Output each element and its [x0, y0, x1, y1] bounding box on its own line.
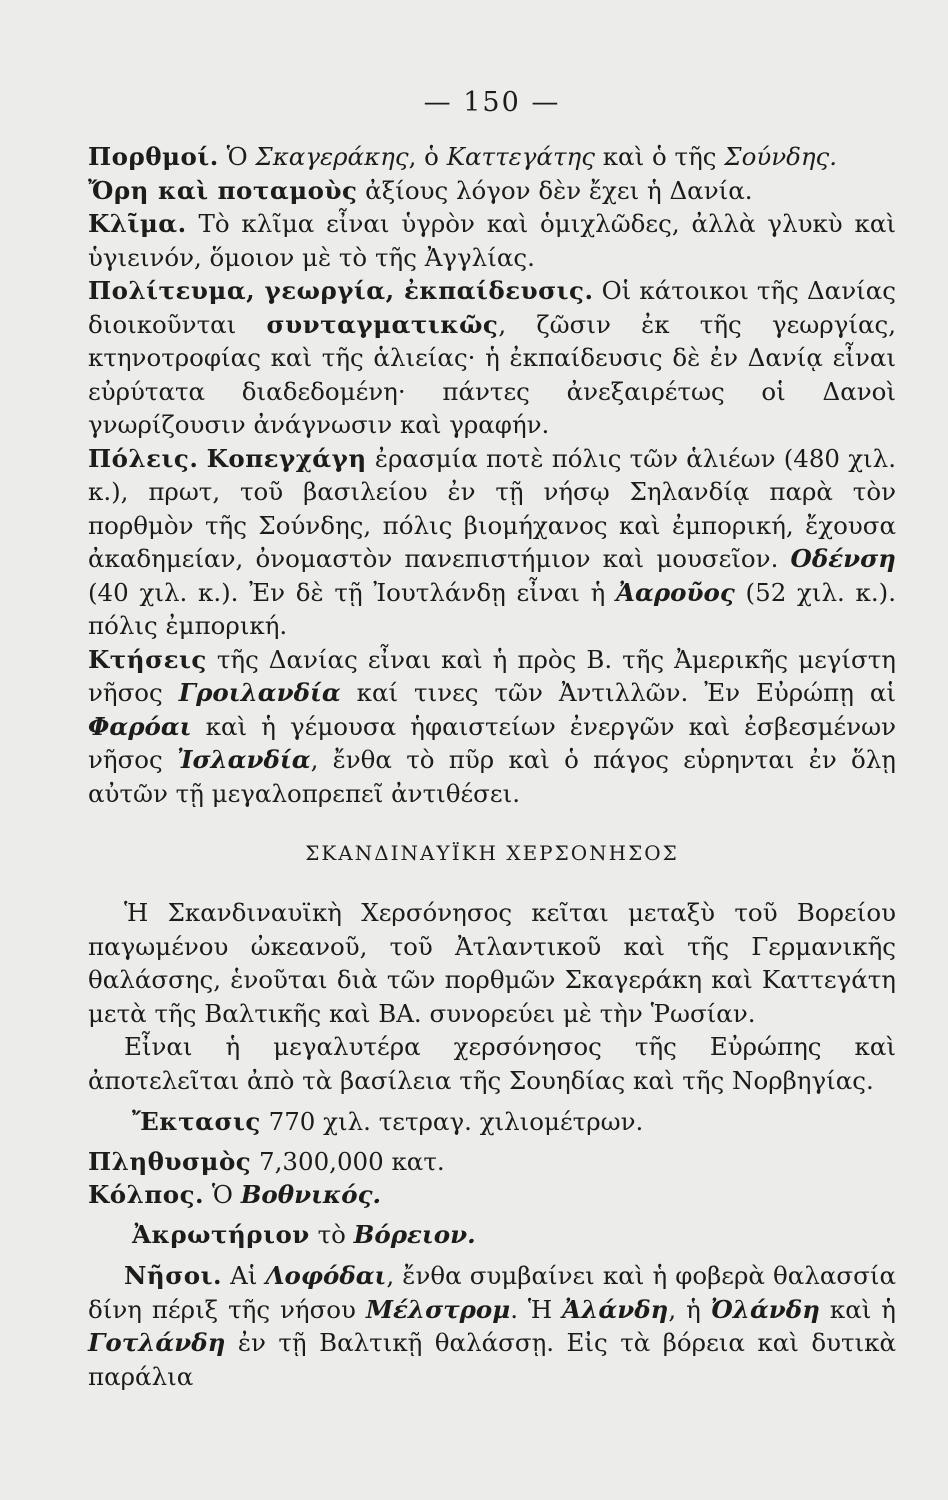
text: Τὸ κλῖμα εἶναι ὑγρὸν καὶ ὁμιχλῶδες, ἀλλὰ γλυκὺ καὶ ὑγιεινόν, ὅμοιον μὲ τὸ τῆς Ἀγγλίας.: [88, 209, 896, 272]
text: Οἱ κάτοικοι τῆς Δανίας διοικοῦνται: [88, 276, 896, 339]
place-name: Φαρόαι: [88, 711, 192, 741]
paragraph-polity: [88, 274, 896, 442]
heading-population: Πληθυσμὸς: [88, 1146, 252, 1176]
paragraph-straits: [88, 140, 896, 174]
heading-cities: Πόλεις.: [88, 443, 199, 473]
heading-mountains: Ὄρη καὶ ποταμοὺς: [88, 175, 358, 205]
city-name: Κοπεγχάγη: [206, 443, 367, 473]
text: , ζῶσιν ἐκ τῆς γεωργίας, κτηνοτροφίας καὶ τῆς ἁλιείας· ἡ ἐκπαίδευσις δὲ ἐν Δανίᾳ εἶναι εὐρύτατα διαδεδομένη· πάντες ἀνεξαιρέτως οἱ Δανοὶ γνωρίζουσιν ἀνάγνωσιν καὶ γραφήν.: [88, 309, 896, 439]
text: ἀξίους λόγον δὲν ἔχει ἡ Δανία.: [357, 175, 753, 205]
place-name: Βοθνικός.: [240, 1180, 382, 1209]
text: ἐν τῇ Βαλτικῇ θαλάσσῃ. Εἰς τὰ βόρεια καὶ δυτικὰ παράλια: [88, 1328, 896, 1391]
text: Ὁ: [204, 1180, 241, 1209]
city-name: Ἀαροῦος: [616, 577, 735, 607]
text: ἐρασμία ποτὲ πόλις τῶν ἁλιέων (480 χιλ. κ.), πρωτ, τοῦ βασιλείου ἐν τῇ νήσῳ Σηλανδίᾳ παρὰ τὸν πορθμὸν τῆς Σούνδης, πόλις βιομήχανος καὶ ἐμπορική, ἔχουσα ἀκαδημείαν, ὀνομαστὸν πανεπιστήμιον καὶ μουσεῖον.: [88, 443, 896, 573]
text: 770 χιλ. τετραγ. χιλιομέτρων.: [260, 1107, 644, 1136]
paragraph-peninsula-location: Ἡ Σκανδιναυϊκὴ Χερσόνησος κεῖται μεταξὺ τοῦ Βορείου παγωμένου ὠκεανοῦ, τοῦ Ἀτλαντικοῦ καὶ τῆς Γερμανικῆς θαλάσσης, ἑνοῦται διὰ τῶν πορθμῶν Σκαγεράκη καὶ Καττεγάτη μετὰ τῆς Βαλτικῆς καὶ ΒΑ. συνορεύει μὲ τὴν Ῥωσίαν.: [88, 898, 896, 1028]
heading-cape: Ἀκρωτήριον: [132, 1219, 310, 1249]
place-name: Ἰσλανδία: [177, 745, 311, 774]
text: Ὁ: [218, 142, 256, 171]
page-number: — 150 —: [423, 87, 561, 118]
text: , ὁ: [408, 142, 447, 171]
paragraph-peninsula-size: Εἶναι ἡ μεγαλυτέρα χερσόνησος τῆς Εὐρώπης καὶ ἀποτελεῖται ἀπὸ τὰ βασίλεια τῆς Σουηδίας καὶ τῆς Νορβηγίας.: [88, 1032, 896, 1095]
place-name: Καττεγάτης: [446, 142, 595, 171]
place-name: Σκαγεράκης: [255, 142, 409, 171]
heading-climate: Κλῖμα.: [88, 209, 187, 238]
emphasis-term: συνταγματικῶς: [266, 309, 499, 339]
place-name: Ἀλάνδη: [562, 1294, 669, 1324]
text: Αἱ: [222, 1261, 266, 1290]
paragraph-mountains: [88, 174, 896, 208]
place-name: Γοτλάνδη: [88, 1328, 226, 1357]
entry-gulf: [88, 1178, 896, 1212]
heading-polity: Πολίτευμα, γεωργία, ἐκπαίδευσις.: [88, 276, 594, 305]
text: 7,300,000 κατ.: [251, 1146, 445, 1176]
paragraph-cities: [88, 442, 896, 643]
heading-islands: Νῆσοι.: [124, 1261, 222, 1290]
entry-area: [88, 1105, 896, 1139]
entry-population: [88, 1145, 896, 1179]
place-name: Σούνδης.: [724, 142, 838, 171]
text: (52 χιλ. κ.). πόλις ἐμπορική.: [88, 577, 897, 640]
place-name: Μέλστρομ: [365, 1294, 511, 1324]
text: (40 χιλ. κ.). Ἐν δὲ τῇ Ἰουτλάνδῃ εἶναι ἡ: [88, 577, 617, 607]
text: καὶ ἡ: [819, 1294, 896, 1324]
heading-possessions: Κτήσεις: [88, 644, 207, 674]
place-name: Γροιλανδία: [178, 678, 341, 707]
city-name: Οδένση: [790, 544, 896, 573]
text: καὶ ὁ τῆς: [594, 142, 725, 171]
place-name: Λοφόδαι: [265, 1261, 387, 1290]
text: , ἔνθα συμβαίνει καὶ ἡ φοβερὰ θαλασσία δίνη πέριξ τῆς νήσου: [88, 1261, 897, 1324]
entry-cape: [88, 1218, 896, 1252]
heading-area: Ἔκτασις: [132, 1107, 261, 1136]
place-name: Ὀλάνδη: [710, 1294, 820, 1324]
text: τὸ: [309, 1219, 354, 1249]
text: τῆς Δανίας εἶναι καὶ ἡ πρὸς Β. τῆς Ἀμερικῆς μεγίστη νῆσος: [88, 644, 896, 707]
text: , ἡ: [668, 1294, 711, 1324]
paragraph-climate: [88, 207, 896, 274]
paragraph-possessions: [88, 643, 896, 811]
heading-gulf: Κόλπος.: [88, 1180, 205, 1209]
text: , ἔνθα τὸ πῦρ καὶ ὁ πάγος εὑρηνται ἐν ὅλῃ αὐτῶν τῇ μεγαλοπρεπεῖ ἀντιθέσει.: [88, 745, 896, 808]
text: καὶ ἡ γέμουσα ἡφαιστείων ἐνεργῶν καὶ ἐσβεσμένων νῆσος: [88, 711, 896, 774]
text: καί τινες τῶν Ἀντιλλῶν. Ἐν Εὐρώπῃ αἱ: [340, 678, 896, 707]
heading-straits: Πορθμοί.: [88, 142, 219, 171]
paragraph-islands: [88, 1259, 896, 1393]
place-name: Βόρειον.: [353, 1219, 476, 1249]
text: . Ἡ: [510, 1294, 563, 1324]
section-title: ΣΚΑΝΔΙΝΑΥΪΚΗ ΧΕΡΣΟΝΗΣΟΣ: [305, 841, 679, 865]
